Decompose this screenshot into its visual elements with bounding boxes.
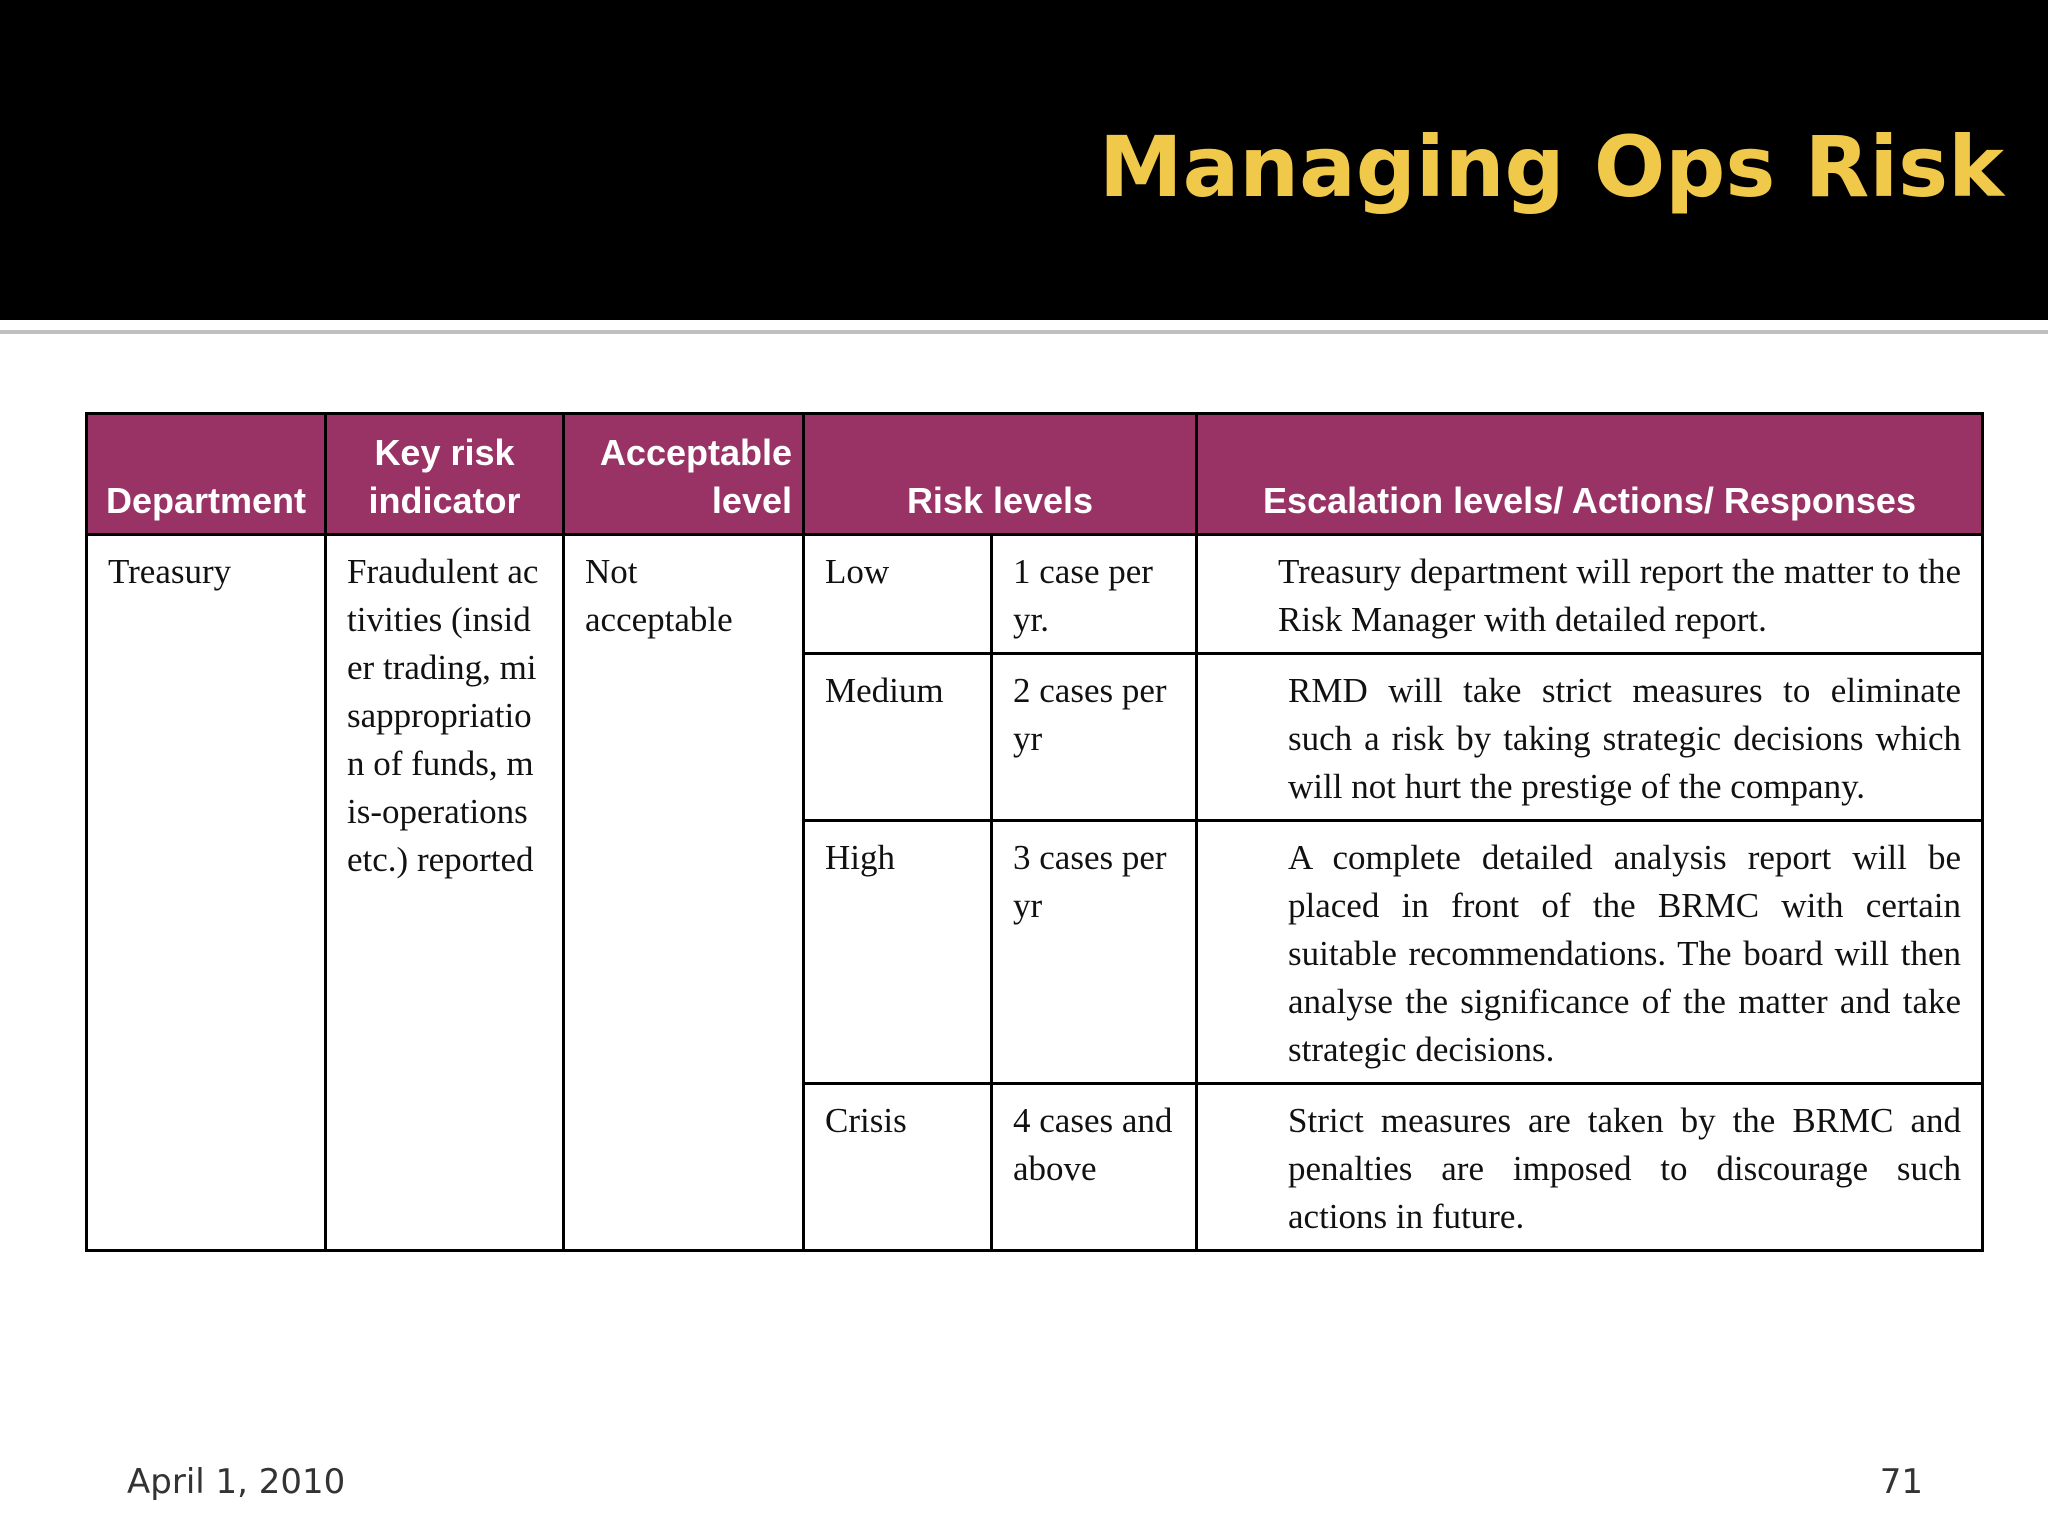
page-number: 71: [1879, 1462, 1923, 1502]
ops-risk-table: [85, 412, 1984, 1252]
table-row: [87, 535, 1983, 654]
footer-date: April 1, 2010: [127, 1462, 346, 1502]
header-department: Department: [87, 414, 326, 535]
response-cell: RMD will take strict measures to eliminate such a risk by taking strategic decisions which will not hurt the prestige of the company.: [1197, 654, 1983, 821]
frequency-cell: 1 case per yr.: [992, 535, 1197, 654]
title-band: [0, 0, 2048, 320]
table-header-row: [87, 414, 1983, 535]
header-risk-levels: Risk levels: [804, 414, 1197, 535]
header-acceptable-level: Acceptable level: [564, 414, 804, 535]
risk-level-cell: Medium: [804, 654, 992, 821]
frequency-cell: 2 cases per yr: [992, 654, 1197, 821]
risk-level-cell: High: [804, 821, 992, 1084]
risk-level-cell: Low: [804, 535, 992, 654]
frequency-cell: 4 cases and above: [992, 1084, 1197, 1251]
header-key-risk-indicator: Key risk indicator: [326, 414, 564, 535]
header-escalation: Escalation levels/ Actions/ Responses: [1197, 414, 1983, 535]
risk-level-cell: Crisis: [804, 1084, 992, 1251]
response-cell: Treasury department will report the matter to the Risk Manager with detailed report.: [1197, 535, 1983, 654]
frequency-cell: 3 cases per yr: [992, 821, 1197, 1084]
key-risk-indicator-cell: Fraudulent activities (insider trading, misappropriation of funds, mis-operations etc.) reported: [326, 535, 564, 1251]
response-cell: Strict measures are taken by the BRMC and penalties are imposed to discourage such actions in future.: [1197, 1084, 1983, 1251]
response-cell: A complete detailed analysis report will be placed in front of the BRMC with certain suitable recommendations. The board will then analyse the significance of the matter and take strategic decisions.: [1197, 821, 1983, 1084]
department-cell: Treasury: [87, 535, 326, 1251]
slide-title: Managing Ops Risk: [1099, 118, 2004, 216]
acceptable-level-cell: Not acceptable: [564, 535, 804, 1251]
title-divider: [0, 330, 2048, 334]
